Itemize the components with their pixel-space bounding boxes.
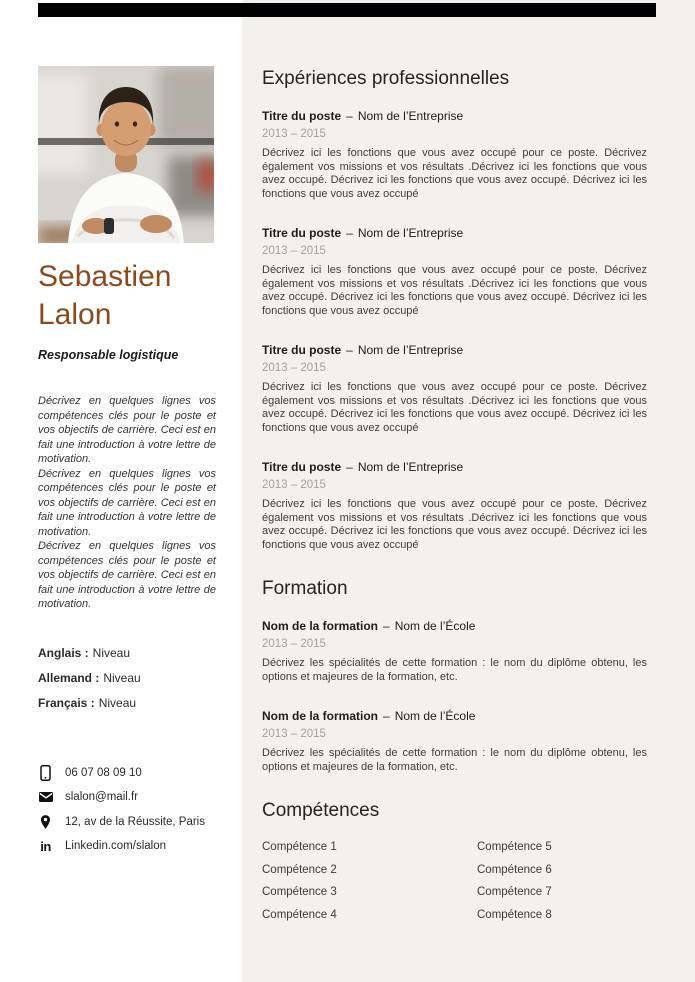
experience-description: Décrivez ici les fonctions que vous avez occupé pour ce poste. Décrivez également vos missions et vos résultats .Décrivez ici les fonctions que vous avez occupé. Décrivez ici les fonctions que vous avez occupé. Décrivez ici les fonctions que vous avez occupé [262, 147, 647, 200]
experience-entry [262, 459, 647, 552]
contact-address [38, 814, 216, 830]
languages-list [38, 646, 216, 711]
skill-item: Compétence 2 [262, 863, 337, 876]
experience-entry [262, 342, 647, 435]
education-description: Décrivez les spécialités de cette formation : le nom du diplôme obtenu, les options et majeures de la formation, etc. [262, 747, 647, 773]
location-icon [38, 815, 53, 829]
language-level: Niveau [98, 695, 137, 710]
education-entry [262, 708, 647, 774]
summary-paragraph: Décrivez en quelques lignes vos compétences clés pour le poste et vos objectifs de carrière. Ceci est en fait une introduction à votre lettre de motivation. [38, 395, 216, 465]
education-dates: 2013 – 2015 [262, 638, 326, 650]
mail-icon [38, 792, 53, 802]
experience-title-line [262, 108, 647, 124]
company-name: Nom de l’Entreprise [357, 343, 464, 357]
title-separator: – [383, 619, 390, 633]
candidate-last-name: Lalon [38, 298, 112, 331]
contact-email [38, 789, 216, 805]
contact-phone [38, 765, 216, 781]
phone-icon [38, 765, 53, 781]
company-name: Nom de l’Entreprise [357, 226, 464, 240]
skill-item: Compétence 8 [477, 909, 552, 922]
title-separator: – [346, 226, 353, 240]
language-name: Allemand : [38, 670, 100, 685]
skills-column-1 [262, 840, 477, 931]
education-heading: Formation [262, 578, 348, 599]
experience-dates: 2013 – 2015 [262, 128, 326, 140]
contact-address-text: 12, av de la Réussite, Paris [65, 815, 205, 828]
school-name: Nom de l’École [394, 619, 476, 633]
experience-dates: 2013 – 2015 [262, 245, 326, 257]
profile-photo [38, 66, 214, 243]
language-item [38, 646, 216, 661]
experience-heading: Expériences professionnelles [262, 68, 510, 89]
job-position-title: Titre du poste [262, 460, 342, 474]
skill-item: Compétence 7 [477, 886, 552, 899]
experience-description: Décrivez ici les fonctions que vous avez occupé pour ce poste. Décrivez également vos missions et vos résultats .Décrivez ici les fonctions que vous avez occupé. Décrivez ici les fonctions que vous avez occupé. Décrivez ici les fonctions que vous avez occupé [262, 498, 647, 551]
profile-photo-illustration [38, 66, 214, 243]
skills-grid [262, 840, 647, 931]
skill-item: Compétence 4 [262, 909, 337, 922]
language-item [38, 696, 216, 711]
education-entry [262, 618, 647, 684]
language-item [38, 671, 216, 686]
sidebar [38, 0, 216, 863]
summary-paragraph: Décrivez en quelques lignes vos compétences clés pour le poste et vos objectifs de carrière. Ceci est en fait une introduction à votre lettre de motivation. [38, 467, 216, 538]
education-section [262, 576, 647, 774]
school-name: Nom de l’École [394, 709, 476, 723]
linkedin-icon: in [40, 838, 51, 854]
main-content [242, 0, 695, 931]
experience-section [262, 66, 647, 552]
job-position-title: Titre du poste [262, 109, 342, 123]
language-level: Niveau [103, 670, 141, 685]
contact-list [38, 765, 216, 855]
experience-title-line [262, 342, 647, 358]
profile-summary [38, 394, 216, 612]
skill-item: Compétence 3 [262, 886, 337, 899]
language-name: Anglais : [38, 645, 89, 660]
title-separator: – [383, 709, 390, 723]
skills-heading: Compétences [262, 800, 380, 821]
contact-linkedin [38, 838, 216, 854]
skill-item: Compétence 1 [262, 841, 337, 853]
language-name: Français : [38, 695, 95, 710]
contact-email-text: slalon@mail.fr [65, 791, 139, 803]
skill-item: Compétence 5 [477, 841, 552, 853]
experience-dates: 2013 – 2015 [262, 479, 326, 491]
education-description: Décrivez les spécialités de cette formation : le nom du diplôme obtenu, les options et majeures de la formation, etc. [262, 657, 647, 683]
experience-description: Décrivez ici les fonctions que vous avez occupé pour ce poste. Décrivez également vos missions et vos résultats .Décrivez ici les fonctions que vous avez occupé. Décrivez ici les fonctions que vous avez occupé. Décrivez ici les fonctions que vous avez occupé [262, 381, 647, 434]
candidate-first-name: Sebastien [38, 260, 172, 293]
degree-title: Nom de la formation [262, 619, 379, 633]
job-title: Responsable logistique [38, 348, 179, 362]
experience-title-line [262, 459, 647, 475]
title-separator: – [346, 109, 353, 123]
title-separator: – [346, 343, 353, 357]
experience-description: Décrivez ici les fonctions que vous avez occupé pour ce poste. Décrivez également vos missions et vos résultats .Décrivez ici les fonctions que vous avez occupé. Décrivez ici les fonctions que vous avez occupé. Décrivez ici les fonctions que vous avez occupé [262, 264, 647, 317]
skills-section [262, 798, 647, 931]
contact-phone-text: 06 07 08 09 10 [65, 766, 142, 779]
candidate-name [38, 258, 216, 334]
skill-item: Compétence 6 [477, 863, 552, 876]
job-position-title: Titre du poste [262, 343, 342, 357]
education-title-line [262, 618, 647, 634]
skills-column-2 [477, 840, 552, 931]
experience-entry [262, 225, 647, 318]
language-level: Niveau [92, 645, 131, 660]
education-title-line [262, 708, 647, 724]
experience-title-line [262, 225, 647, 241]
job-position-title: Titre du poste [262, 226, 342, 240]
contact-linkedin-text: Linkedin.com/slalon [65, 840, 167, 852]
company-name: Nom de l’Entreprise [357, 109, 464, 123]
experience-entry [262, 108, 647, 201]
summary-paragraph: Décrivez en quelques lignes vos compétences clés pour le poste et vos objectifs de carrière. Ceci est en fait une introduction à votre lettre de motivation. [38, 540, 216, 610]
title-separator: – [346, 460, 353, 474]
education-dates: 2013 – 2015 [262, 728, 326, 740]
company-name: Nom de l’Entreprise [357, 460, 464, 474]
degree-title: Nom de la formation [262, 709, 379, 723]
experience-dates: 2013 – 2015 [262, 362, 326, 374]
